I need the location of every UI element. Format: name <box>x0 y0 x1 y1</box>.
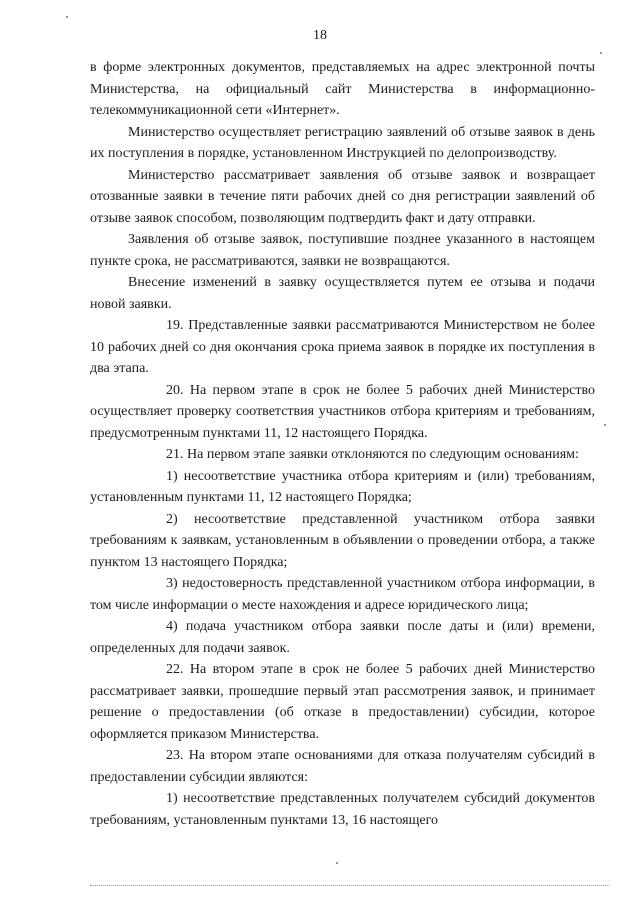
numbered-clause <box>90 745 595 788</box>
paragraph <box>90 122 595 165</box>
sub-item <box>90 509 595 574</box>
sub-item-text: несоответствие представленных получателем субсидий документов требованиям, установленным пунктами 13, 16 настоящего <box>90 791 596 828</box>
document-body <box>90 57 595 831</box>
scan-speck <box>604 424 606 426</box>
sub-item-number: 1) <box>166 468 178 484</box>
sub-item <box>90 466 595 509</box>
paragraph-text: Министерство осуществляет регистрацию заявлений об отзыве заявок в день их поступления в порядке, установленном Инструкцией по делопроизводству. <box>90 124 595 161</box>
sub-item <box>90 788 595 831</box>
numbered-clause <box>90 444 595 466</box>
paragraph <box>90 229 595 272</box>
clause-number: 21. <box>166 447 184 462</box>
sub-item-number: 3) <box>166 576 178 591</box>
sub-item-text: несоответствие представленной участником отбора заявки требованиям к заявкам, установленным в объявлении о проведении отбора, а также пунктом 13 настоящего Порядка; <box>90 511 595 570</box>
numbered-clause <box>90 659 595 745</box>
clause-number: 20. <box>166 382 184 398</box>
paragraph-text: Внесение изменений в заявку осуществляется путем ее отзыва и подачи новой заявки. <box>90 275 595 312</box>
scan-edge-line <box>90 885 610 887</box>
paragraph <box>90 165 595 230</box>
sub-item <box>90 616 595 659</box>
clause-text: На первом этапе в срок не более 5 рабочих дней Министерство осуществляет проверку соответствия участников отбора критериям и требованиям, предусмотренным пунктами 11, 12 настоящего Порядка. <box>90 382 595 441</box>
sub-item <box>90 573 595 616</box>
scan-speck <box>66 16 68 18</box>
clause-text: На первом этапе заявки отклоняются по следующим основаниям: <box>187 447 579 462</box>
scan-speck <box>600 52 602 54</box>
sub-item-number: 4) <box>166 619 178 634</box>
page-number: 18 <box>313 28 327 43</box>
clause-text: На втором этапе в срок не более 5 рабочих дней Министерство рассматривает заявки, прошедшие первый этап рассмотрения заявок, и принимает решение о предоставлении (об отказе в предоставлении) субсидии, которое оформляется приказом Министерства. <box>90 662 596 742</box>
sub-item-number: 1) <box>166 791 178 806</box>
clause-number: 23. <box>166 748 184 763</box>
sub-item-number: 2) <box>166 511 178 527</box>
paragraph-text: Министерство рассматривает заявления об отзыве заявок и возвращает отозванные заявки в течение пяти рабочих дней со дня регистрации заявлений об отзыве заявок способом, позволяющим подтвердить факт и дату отправки. <box>90 167 595 226</box>
sub-item-text: несоответствие участника отбора критериям и (или) требованиям, установленным пунктами 11, 12 настоящего Порядка; <box>90 468 595 505</box>
paragraph-text: Заявления об отзыве заявок, поступившие позднее указанного в настоящем пункте срока, не рассматриваются, заявки не возвращаются. <box>90 232 595 269</box>
numbered-clause <box>90 315 595 380</box>
scan-speck <box>336 862 338 864</box>
clause-number: 19. <box>166 318 184 333</box>
clause-text: На втором этапе основаниями для отказа получателям субсидий в предоставлении субсидии являются: <box>90 748 596 785</box>
paragraph-text: в форме электронных документов, представляемых на адрес электронной почты Министерства, на официальный сайт Министерства в информационно-телекоммуникационной сети «Интернет». <box>90 60 595 118</box>
paragraph-continuation <box>90 57 595 122</box>
sub-item-text: подача участником отбора заявки после даты и (или) времени, определенных для подачи заявок. <box>90 619 596 656</box>
sub-item-text: недостоверность представленной участником отбора информации, в том числе информации о месте нахождения и адресе юридического лица; <box>90 576 596 613</box>
paragraph <box>90 272 595 315</box>
clause-number: 22. <box>166 662 184 677</box>
clause-text: Представленные заявки рассматриваются Министерством не более 10 рабочих дней со дня окончания срока приема заявок в порядке их поступления в два этапа. <box>90 318 596 376</box>
numbered-clause <box>90 380 595 445</box>
